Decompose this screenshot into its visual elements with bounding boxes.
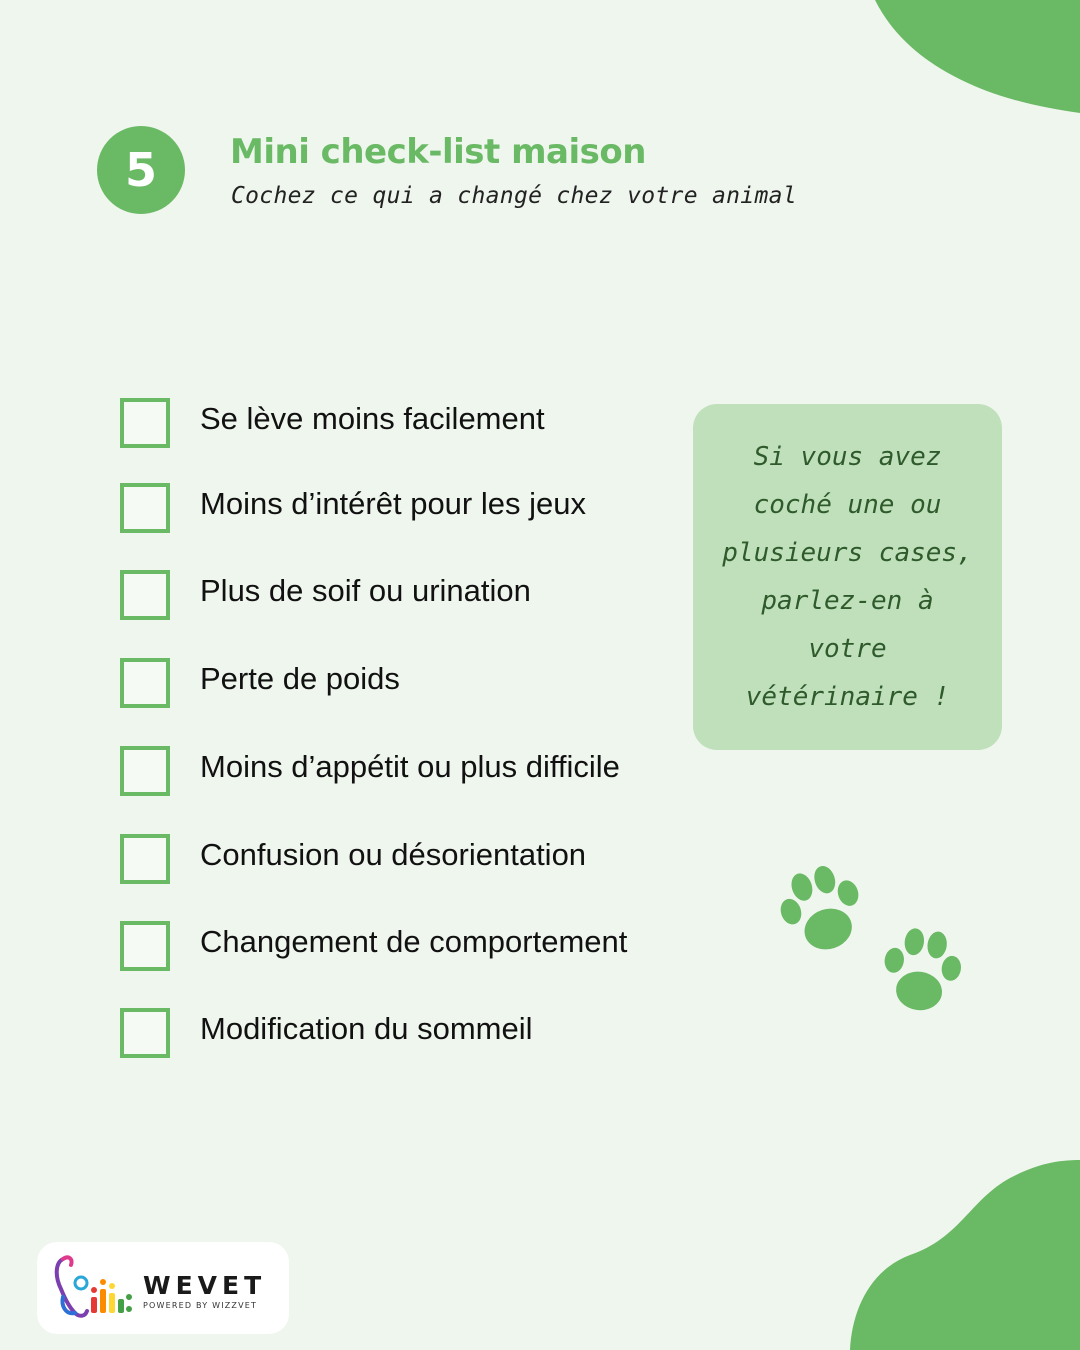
paw-icon	[772, 860, 872, 960]
logo-tagline: POWERED BY WIZZVET	[143, 1300, 258, 1310]
checklist-item-label: Perte de poids	[200, 661, 400, 696]
page-title: Mini check-list maison	[230, 132, 646, 172]
checklist-item-label: Se lève moins facilement	[200, 401, 545, 436]
note-line: votre	[808, 634, 887, 664]
checkbox[interactable]	[120, 1008, 170, 1058]
advice-note	[693, 404, 1002, 750]
stethoscope-logo-icon	[53, 1253, 139, 1323]
checkbox[interactable]	[120, 658, 170, 708]
checklist-item[interactable]	[120, 743, 700, 799]
checklist-item-label: Moins d’intérêt pour les jeux	[200, 486, 586, 521]
checkbox[interactable]	[120, 483, 170, 533]
checklist-item[interactable]	[120, 918, 700, 974]
checklist-item[interactable]	[120, 567, 700, 623]
note-line: vétérinaire !	[745, 682, 950, 712]
checklist-item[interactable]	[120, 831, 700, 887]
logo-name: WEVET	[143, 1270, 267, 1300]
checkbox[interactable]	[120, 398, 170, 448]
bottom-right-blob	[850, 1160, 1080, 1350]
checkbox[interactable]	[120, 921, 170, 971]
step-number-badge	[97, 126, 185, 214]
checkbox[interactable]	[120, 570, 170, 620]
checklist-item[interactable]	[120, 480, 700, 536]
checklist-item-label: Confusion ou désorientation	[200, 837, 587, 872]
checklist-item-label: Moins d’appétit ou plus difficile	[200, 749, 620, 784]
paw-icon	[874, 918, 970, 1022]
brand-logo[interactable]	[37, 1242, 289, 1334]
note-line: plusieurs cases,	[722, 538, 973, 568]
checklist-item-label: Plus de soif ou urination	[200, 573, 531, 608]
checklist-item[interactable]	[120, 1005, 700, 1061]
checklist-item-label: Changement de comportement	[200, 924, 628, 959]
note-line: Si vous avez	[753, 442, 942, 472]
checklist-item[interactable]	[120, 655, 700, 711]
step-number: 5	[124, 143, 157, 197]
checklist-item-label: Modification du sommeil	[200, 1011, 533, 1046]
checkbox[interactable]	[120, 746, 170, 796]
checkbox[interactable]	[120, 834, 170, 884]
note-line: parlez-en à	[761, 586, 934, 616]
top-right-blob	[875, 0, 1080, 115]
checklist-item[interactable]	[120, 395, 700, 451]
note-line: coché une ou	[753, 490, 942, 520]
page-subtitle: Cochez ce qui a changé chez votre animal	[231, 183, 797, 209]
